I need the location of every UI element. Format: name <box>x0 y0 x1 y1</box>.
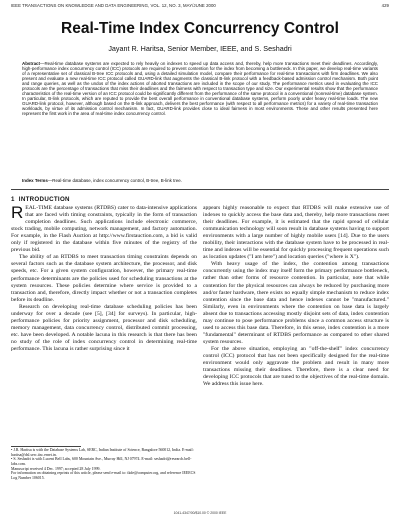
section-number: 1 <box>11 196 15 203</box>
index-terms <box>22 178 378 183</box>
paper-title: Real-Time Index Concurrency Control <box>61 20 339 37</box>
header-divider <box>11 189 389 190</box>
drop-cap: R <box>11 203 24 223</box>
right-paragraph-1: appears highly reasonable to expect that RTDBS will make extensive use of indexes to quickly access the base data and, thereby, help more transactions meet their deadlines. For example, it is estimated that the rapid spread of cellular communication technology will soon result in database systems having to support environments with a large number of highly mobile users [14]. Due to the users mobility, their interactions with the database system have to be processed in real-time and indexes will be essential for quickly processing frequent operations such as location updates ("I am here") and location queries ("where is X"). <box>203 205 389 261</box>
index-terms-text: —Real-time database, index concurrency control, B-tree, B-link tree. <box>47 178 182 183</box>
copyright-line: 1041-4347/00/$10.00 © 2000 IEEE <box>173 511 227 515</box>
footnote-author-2: • S. Seshadri is with Lucent Bell Labs, 600 Mountain Ave., Murray Hill, NJ 07974. E-mail: seshadri@research.bell-labs.com. <box>11 457 192 466</box>
page-number: 429 <box>381 3 389 8</box>
intro-paragraph-2: The ability of an RTDBS to meet transaction timing constraints depends on several factors such as the database system architecture, the processor, and disk speeds, etc. For a given system configuration, however, the primary real-time performance determinants are the policies used for scheduling transactions at the system resources. These policies determine where service is provided to a transaction and, therefore, directly impact whether or not a transaction completes before its deadline. <box>11 254 197 303</box>
left-column <box>11 196 197 353</box>
footnote-divider <box>11 446 81 447</box>
footnote-reprints: For information on obtaining reprints of this article, please send e-mail to: tkde@computer.org, and reference IEEECS Log Number 106015. <box>11 471 196 480</box>
right-paragraph-2: With heavy usage of the index, the contention among transactions concurrently using the index may itself form the primary performance bottleneck, rather than other forms of resource contention. In particular, note that while contention for the physical resources can always be reduced by purchasing more and/or faster hardware, there exists no equally simple mechanism to reduce index contention since the base data and hence indexes cannot be "manufactured." Similarly, even in environments where the contention on base data is largely absent due to transactions accessing mostly disjoint sets of data, index contention may continue to pose performance problems since a common access structure is used to access this base data. Therefore, in this sense, index contention is a more "fundamental" determinant of RTDBS performance as compared to other shared system resources. <box>203 261 389 345</box>
intro-paragraph-1 <box>11 205 197 254</box>
abstract-text: —Real-time database systems are expected to rely heavily on indexes to speed up data access and, thereby, help more transactions meet their deadlines. Accordingly, high-performance index concurrency control (ICC) protocols are required to prevent contention for the index from becoming a bottleneck. In this paper, we develop real-time variants of a representative set of classical B-tree ICC protocols and, using a detailed simulation model, compare their performance for real-time transactions with firm deadlines. We also present and evaluate a new real-time ICC protocol called GUARD-link that augments the classical B-link protocol with a feedback-based admission control mechanism. Both point and range queries, as well as the undos of the index actions of aborted transactions are included in the scope of our study. The performance metrics used in evaluating the ICC protocols are the percentage of transactions that miss their deadlines and the fairness with respect to transaction type and size. Our experimental results show that the performance characteristics of the real-time version of an ICC protocol could be significantly different from the performance of the same protocol in a conventional (nonreal-time) database system. In particular, B-link protocols, which are reputed to provide the best overall performance in conventional database systems, perform poorly under heavy real-time loads. The new GUARD-link protocol, however, although based on the B-link approach, delivers the best performance (with respect to all performance metrics) for a variety of real-time transaction workloads, by virtue of its admission control mechanism. In fact, GUARD-link provides close to ideal fairness in most environments. These and other results presented here represent the first work in the area of real-time index concurrency control. <box>22 61 378 117</box>
right-column <box>203 205 389 388</box>
intro-p1-text: EAL-TIME database systems (RTDBS) cater to data-intensive applications that are faced with timing constraints, typically in the form of transaction completion deadlines. Such applications include electronic commerce, stock trading, mobile computing, network management, and factory automation. For example, in the Flash Auction at http://www.firstauction.com, a bid is valid only if registered in the database within five minutes of the registry of the previous bid. <box>11 205 197 254</box>
author-line: Jayant R. Haritsa, Senior Member, IEEE, and S. Seshadri <box>108 44 292 53</box>
section-title: INTRODUCTION <box>18 196 70 203</box>
running-header <box>11 3 389 8</box>
footnote-manuscript: Manuscript received 4 Dec. 1997; accepted 28 July 1999. <box>11 466 101 471</box>
intro-paragraph-3: Research on developing real-time database scheduling policies has been underway for over a decade (see [5], [34] for surveys). In particular, high-performance policies for priority assignment, processor and disk scheduling, memory management, data concurrency control, distributed commit processing, etc. have been developed. A notable lacuna in this research is that there has been no study of the role of index concurrency control in determining real-time performance. This lacuna is rather surprising since it <box>11 303 197 352</box>
journal-header: IEEE TRANSACTIONS ON KNOWLEDGE AND DATA ENGINEERING, VOL. 12, NO. 3, MAY/JUNE 2000 <box>11 3 216 8</box>
section-heading <box>11 196 197 203</box>
index-terms-label: Index Terms <box>22 178 48 183</box>
abstract-label: Abstract <box>22 61 41 66</box>
footnote-author-1: • J.R. Haritsa is with the Database Systems Lab, SERC, Indian Institute of Science, Bangalore 560012, India. E-mail: haritsa@dsl.serc.iisc.ernet.in. <box>11 448 194 457</box>
right-paragraph-3: For the above situation, employing an "off-the-shelf" index concurrency control (ICC) protocol that has not been specifically designed for the real-time environment would only aggravate the problem and result in many more transactions missing their deadlines. Therefore, there is a clear need for developing ICC protocols that are tuned to the objectives of the real-time domain. We address this issue here. <box>203 345 389 388</box>
abstract <box>22 61 378 117</box>
footnotes <box>11 448 197 481</box>
